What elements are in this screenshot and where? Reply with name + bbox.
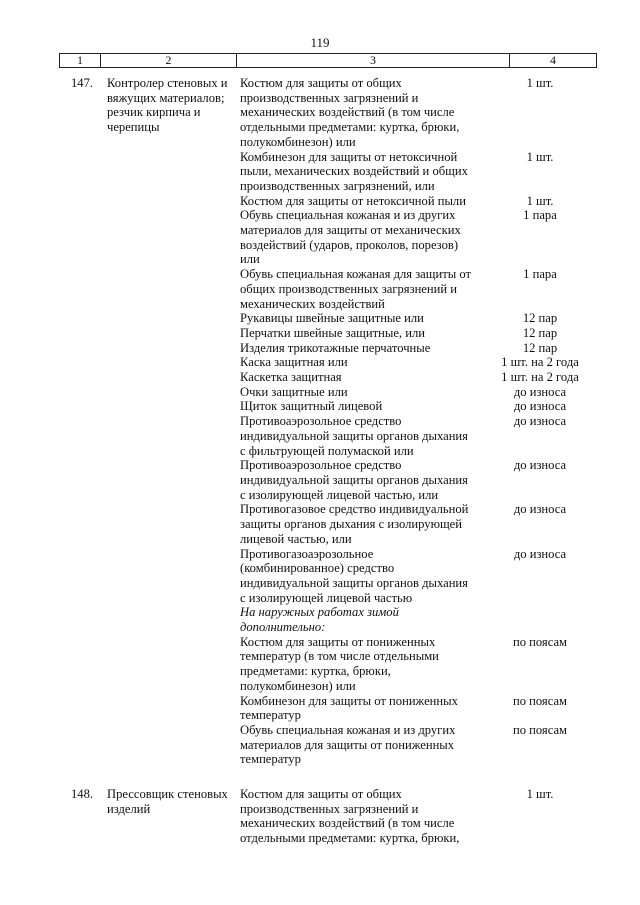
ppe-item-line: Обувь специальная кожаная и из других: [240, 208, 456, 223]
ppe-item-line: Противоаэрозольное средство: [240, 414, 402, 429]
column-header-1: 1: [60, 54, 101, 67]
ppe-item-name: [240, 326, 485, 341]
profession-line: Прессовщик стеновых: [107, 787, 228, 802]
items-cell: [240, 787, 597, 846]
ppe-item-line: материалов для защиты от механических: [240, 223, 461, 238]
ppe-item-quantity: 1 пара: [523, 208, 557, 223]
ppe-item-line: механических воздействий (в том числе: [240, 816, 455, 831]
ppe-item-quantity: 12 пар: [522, 340, 558, 355]
ppe-item-line: На наружных работах зимой: [240, 605, 399, 620]
items-cell: [240, 76, 597, 767]
ppe-item-line: Щиток защитный лицевой: [240, 399, 383, 414]
ppe-item-quantity: до износа: [513, 502, 567, 517]
ppe-item-quantity: до износа: [513, 546, 567, 561]
ppe-item: [240, 208, 597, 267]
ppe-item-name: [240, 635, 485, 694]
ppe-item-line: материалов для защиты от пониженных: [240, 737, 455, 752]
ppe-item-line: отдельными предметами: куртка, брюки,: [240, 831, 460, 846]
ppe-item: [240, 341, 597, 356]
row-gap: [59, 767, 597, 787]
ppe-item-line: Очки защитные или: [240, 384, 348, 399]
ppe-item-name: [240, 370, 485, 385]
ppe-item-name: [240, 194, 485, 209]
ppe-item-line: Перчатки швейные защитные, или: [240, 325, 425, 340]
ppe-item-line: индивидуальной защиты органов дыхания: [240, 575, 468, 590]
ppe-item: [240, 370, 597, 385]
ppe-item-name: [240, 787, 485, 846]
ppe-item-name: [240, 605, 485, 634]
ppe-item-name: [240, 267, 485, 311]
ppe-item-quantity: 1 шт.: [526, 149, 554, 164]
ppe-item-line: предметами: куртка, брюки,: [240, 664, 391, 679]
ppe-item-quantity: до износа: [513, 399, 567, 414]
ppe-item-name: [240, 723, 485, 767]
ppe-item-line: Каскетка защитная: [240, 370, 342, 385]
ppe-item-line: лицевой частью, или: [240, 531, 352, 546]
profession-line: резчик кирпича и: [107, 105, 201, 120]
ppe-item-line: Костюм для защиты от нетоксичной пыли: [240, 193, 466, 208]
ppe-item-line: Костюм для защиты от общих: [240, 787, 402, 802]
profession-cell: [105, 76, 240, 767]
profession-line: изделий: [107, 801, 151, 816]
column-header-4: 4: [550, 53, 556, 67]
table-row: [59, 76, 597, 767]
ppe-item-line: Противоаэрозольное средство: [240, 458, 402, 473]
ppe-item-quantity: 1 шт. на 2 года: [501, 355, 579, 370]
row-number: 148.: [70, 787, 94, 802]
ppe-item-line: Каска защитная или: [240, 355, 348, 370]
ppe-item-line: индивидуальной защиты органов дыхания: [240, 428, 468, 443]
ppe-item-line: с изолирующей лицевой частью, или: [240, 487, 439, 502]
ppe-item: [240, 694, 597, 723]
ppe-item-quantity: 12 пар: [522, 325, 558, 340]
ppe-item: [240, 502, 597, 546]
ppe-item-name: [240, 385, 485, 400]
ppe-item-quantity: по поясам: [512, 722, 568, 737]
ppe-item-line: индивидуальной защиты органов дыхания: [240, 472, 468, 487]
ppe-item: [240, 385, 597, 400]
ppe-item-name: [240, 458, 485, 502]
ppe-item: [240, 355, 597, 370]
ppe-item-name: [240, 150, 485, 194]
ppe-item-line: Противогазоаэрозольное: [240, 546, 374, 561]
ppe-item: [240, 399, 597, 414]
ppe-item-name: [240, 414, 485, 458]
ppe-item-line: Комбинезон для защиты от нетоксичной: [240, 149, 458, 164]
ppe-item-line: Изделия трикотажные перчаточные: [240, 340, 431, 355]
profession-line: Контролер стеновых и: [107, 76, 228, 90]
ppe-item: [240, 787, 597, 846]
ppe-item-line: дополнительно:: [240, 620, 326, 635]
ppe-item-quantity: до износа: [513, 458, 567, 473]
ppe-item-line: Противогазовое средство индивидуальной: [240, 502, 469, 517]
ppe-item-quantity: 1 шт.: [526, 193, 554, 208]
ppe-item-quantity: по поясам: [512, 634, 568, 649]
ppe-item-quantity: до износа: [513, 414, 567, 429]
ppe-item-line: Костюм для защиты от пониженных: [240, 634, 436, 649]
row-number: 147.: [70, 76, 94, 90]
ppe-item: [240, 150, 597, 194]
ppe-item-line: Комбинезон для защиты от пониженных: [240, 693, 458, 708]
column-header-2: 2: [101, 54, 237, 67]
ppe-item-quantity: [485, 605, 595, 634]
ppe-item-line: с фильтрующей полумаской или: [240, 443, 414, 458]
ppe-item-line: или: [240, 252, 260, 267]
ppe-item-line: полукомбинезон) или: [240, 678, 356, 693]
profession-line: вяжущих материалов;: [107, 90, 225, 105]
ppe-item-quantity: 1 шт.: [526, 76, 554, 90]
ppe-item-line: воздействий (ударов, проколов, порезов): [240, 237, 459, 252]
table-row: [59, 787, 597, 846]
ppe-item: [240, 458, 597, 502]
ppe-item-name: [240, 341, 485, 356]
page-number: 119: [310, 35, 330, 50]
ppe-item-line: температур: [240, 708, 301, 723]
ppe-item-line: пыли, механических воздействий и общих: [240, 164, 468, 179]
ppe-item: [240, 635, 597, 694]
ppe-item-name: [240, 694, 485, 723]
ppe-item-line: Костюм для защиты от общих: [240, 76, 402, 90]
ppe-item-quantity: 1 пара: [523, 267, 557, 282]
ppe-item: [240, 723, 597, 767]
ppe-item-line: производственных загрязнений, или: [240, 178, 435, 193]
ppe-item-line: защиты органов дыхания с изолирующей: [240, 517, 463, 532]
ppe-item: [240, 194, 597, 209]
ppe-item-quantity: 12 пар: [522, 311, 558, 326]
ppe-item-line: производственных загрязнений и: [240, 801, 419, 816]
profession-cell: [105, 787, 240, 846]
table-header: [59, 53, 597, 68]
column-header-3: 3: [237, 54, 510, 67]
profession-line: черепицы: [107, 120, 160, 135]
ppe-item-name: [240, 311, 485, 326]
ppe-item-name: [240, 399, 485, 414]
ppe-item-quantity: 1 шт.: [526, 787, 554, 802]
ppe-item-name: [240, 76, 485, 150]
ppe-item-line: температур: [240, 752, 301, 767]
ppe-item-quantity: по поясам: [512, 693, 568, 708]
ppe-item-line: производственных загрязнений и: [240, 90, 419, 105]
ppe-item-line: Обувь специальная кожаная и из других: [240, 722, 456, 737]
ppe-item: [240, 76, 597, 150]
ppe-item-line: с изолирующей лицевой частью: [240, 590, 413, 605]
ppe-item-name: [240, 502, 485, 546]
ppe-item-name: [240, 547, 485, 606]
ppe-item: [240, 326, 597, 341]
section-note: [240, 605, 597, 634]
ppe-item-line: (комбинированное) средство: [240, 561, 395, 576]
ppe-item-line: Рукавицы швейные защитные или: [240, 311, 424, 326]
ppe-item-line: механических воздействий (в том числе: [240, 105, 455, 120]
ppe-item-line: Обувь специальная кожаная для защиты от: [240, 267, 471, 282]
ppe-item: [240, 267, 597, 311]
ppe-item: [240, 547, 597, 606]
ppe-item-line: механических воздействий: [240, 296, 385, 311]
ppe-item-line: отдельными предметами: куртка, брюки,: [240, 120, 460, 135]
ppe-item-quantity: 1 шт. на 2 года: [501, 370, 579, 385]
ppe-item-line: общих производственных загрязнений и: [240, 281, 458, 296]
ppe-item-name: [240, 355, 485, 370]
table-body: [59, 76, 597, 846]
ppe-item: [240, 311, 597, 326]
ppe-item: [240, 414, 597, 458]
ppe-item-quantity: до износа: [513, 384, 567, 399]
ppe-item-line: температур (в том числе отдельными: [240, 649, 439, 664]
ppe-item-name: [240, 208, 485, 267]
ppe-item-line: полукомбинезон) или: [240, 134, 356, 149]
